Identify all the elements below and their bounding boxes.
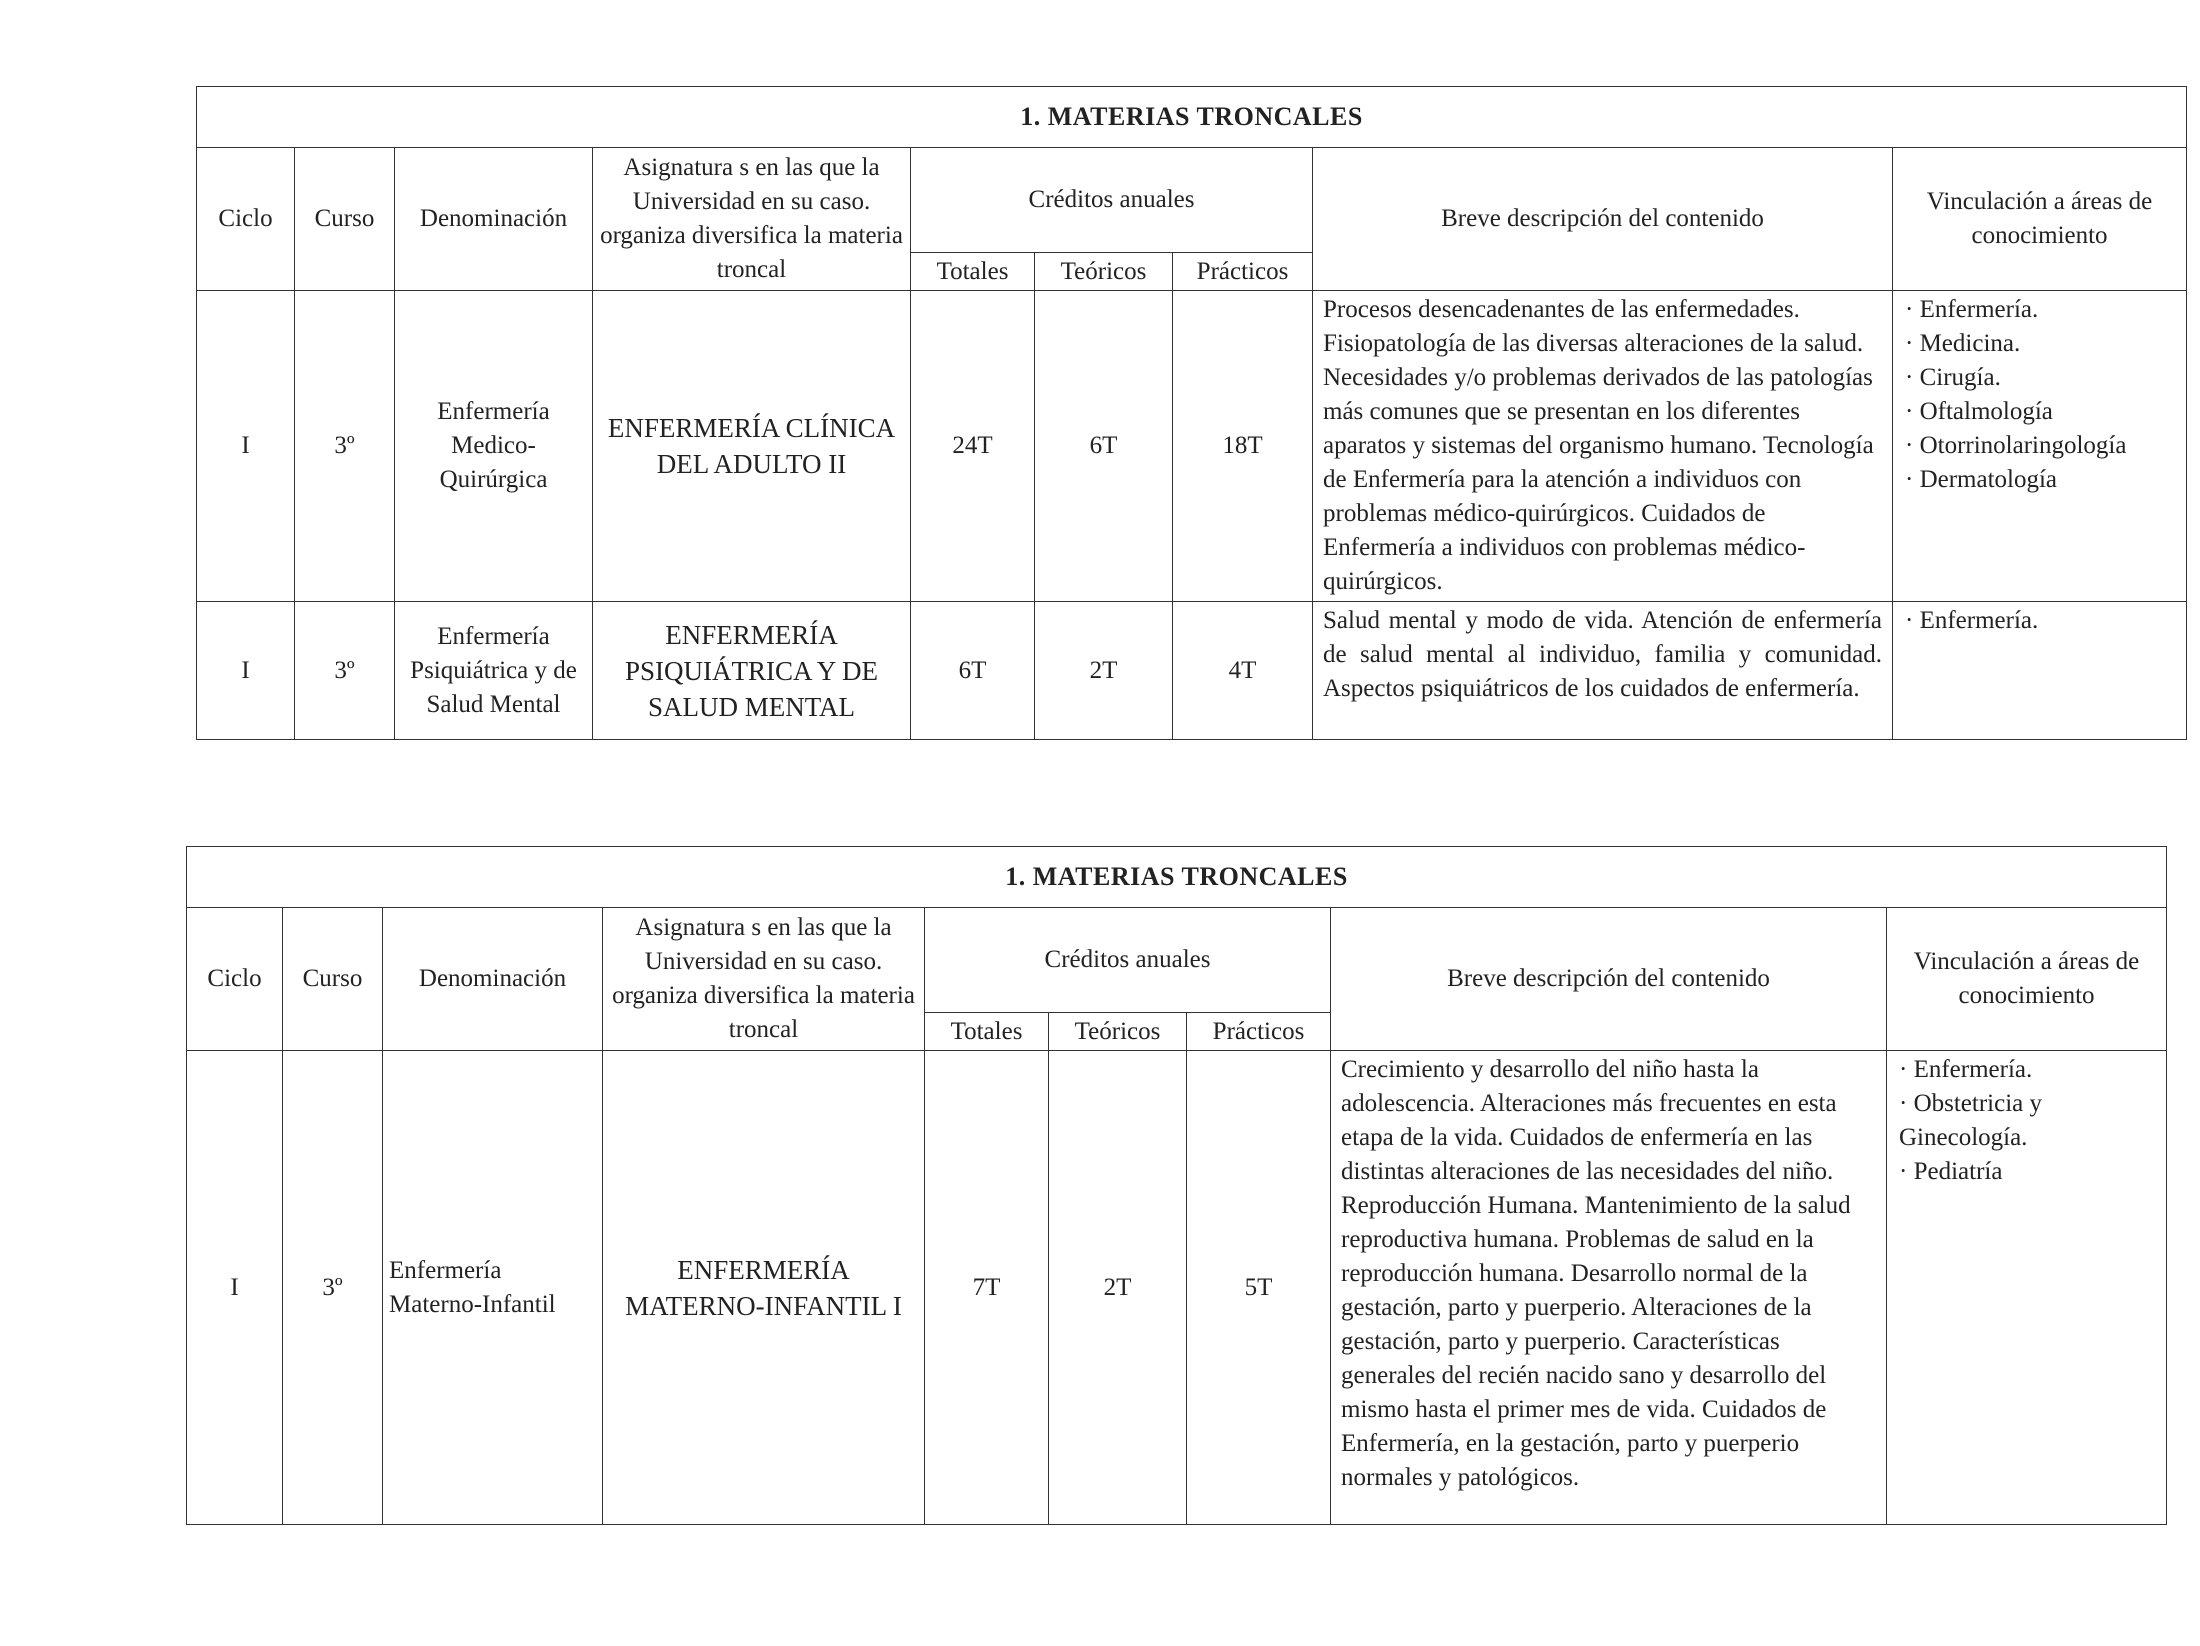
area-item: · Cirugía. <box>1905 364 2001 391</box>
area-item: · Otorrinolaringología <box>1905 432 2127 459</box>
header-ciclo: Ciclo <box>197 148 295 291</box>
area-item: · Obstetricia y Ginecología. <box>1899 1090 2043 1151</box>
area-item: · Pediatría <box>1899 1158 2003 1185</box>
cell-practicos: 5T <box>1187 1051 1331 1525</box>
area-item: · Enfermería. <box>1905 607 2039 634</box>
cell-denominacion: Enfermería Materno-Infantil <box>383 1051 603 1525</box>
header-descripcion: Breve descripción del contenido <box>1313 148 1893 291</box>
cell-asignatura: ENFERMERÍA PSIQUIÁTRICA Y DE SALUD MENTAL <box>593 602 911 740</box>
cell-descripcion: Crecimiento y desarrollo del niño hasta la adolescencia. Alteraciones más frecuentes en esta etapa de la vida. Cuidados de enfermería en las distintas alteraciones de las necesidades del niño. Reproducción Humana. Mantenimiento de la salud reproductiva humana. Problemas de salud en la reproducción humana. Desarrollo normal de la gestación, parto y puerperio. Alteraciones de la gestación, parto y puerperio. Características generales del recién nacido sano y desarrollo del mismo hasta el primer mes de vida. Cuidados de Enfermería, en la gestación, parto y puerperio normales y patológicos. <box>1331 1051 1887 1525</box>
header-asignatura: Asignatura s en las que la Universidad en su caso. organiza diversifica la materia troncal <box>603 908 925 1051</box>
cell-ciclo: I <box>197 291 295 602</box>
cell-asignatura: ENFERMERÍA CLÍNICA DEL ADULTO II <box>593 291 911 602</box>
header-denominacion: Denominación <box>395 148 593 291</box>
cell-vinculacion <box>1893 602 2187 740</box>
header-ciclo: Ciclo <box>187 908 283 1051</box>
area-item: · Oftalmología <box>1905 398 2053 425</box>
cell-curso: 3º <box>295 291 395 602</box>
cell-curso: 3º <box>283 1051 383 1525</box>
header-asignatura: Asignatura s en las que la Universidad en su caso. organiza diversifica la materia troncal <box>593 148 911 291</box>
table-row <box>197 602 2187 740</box>
cell-totales: 7T <box>925 1051 1049 1525</box>
materias-troncales-table-1 <box>196 86 2187 740</box>
cell-practicos: 4T <box>1173 602 1313 740</box>
header-totales: Totales <box>911 253 1035 291</box>
cell-ciclo: I <box>187 1051 283 1525</box>
table-title: 1. MATERIAS TRONCALES <box>187 847 2167 908</box>
header-practicos: Prácticos <box>1173 253 1313 291</box>
cell-teoricos: 2T <box>1049 1051 1187 1525</box>
cell-ciclo: I <box>197 602 295 740</box>
header-totales: Totales <box>925 1013 1049 1051</box>
header-vinculacion: Vinculación a áreas de conocimiento <box>1893 148 2187 291</box>
header-descripcion: Breve descripción del contenido <box>1331 908 1887 1051</box>
area-item: · Enfermería. <box>1905 296 2039 323</box>
area-item: · Dermatología <box>1905 466 2058 493</box>
header-denominacion: Denominación <box>383 908 603 1051</box>
table-title: 1. MATERIAS TRONCALES <box>197 87 2187 148</box>
header-creditos: Créditos anuales <box>925 908 1331 1013</box>
cell-asignatura: ENFERMERÍA MATERNO-INFANTIL I <box>603 1051 925 1525</box>
cell-practicos: 18T <box>1173 291 1313 602</box>
cell-descripcion: Salud mental y modo de vida. Atención de enfermería de salud mental al individuo, familia y comunidad. Aspectos psiquiátricos de los cuidados de enfermería. <box>1313 602 1893 740</box>
cell-vinculacion <box>1893 291 2187 602</box>
area-item: · Medicina. <box>1905 330 2021 357</box>
header-vinculacion: Vinculación a áreas de conocimiento <box>1887 908 2167 1051</box>
header-teoricos: Teóricos <box>1049 1013 1187 1051</box>
header-creditos: Créditos anuales <box>911 148 1313 253</box>
cell-denominacion: Enfermería Medico-Quirúrgica <box>395 291 593 602</box>
cell-descripcion: Procesos desencadenantes de las enfermedades. Fisiopatología de las diversas alteraciones de la salud. Necesidades y/o problemas derivados de las patologías más comunes que se presentan en los diferentes aparatos y sistemas del organismo humano. Tecnología de Enfermería para la atención a individuos con problemas médico-quirúrgicos. Cuidados de Enfermería a individuos con problemas médico-quirúrgicos. <box>1313 291 1893 602</box>
table-row <box>187 1051 2167 1525</box>
materias-troncales-table-2 <box>186 846 2167 1525</box>
cell-teoricos: 6T <box>1035 291 1173 602</box>
table-row <box>197 291 2187 602</box>
cell-denominacion: Enfermería Psiquiátrica y de Salud Mental <box>395 602 593 740</box>
cell-teoricos: 2T <box>1035 602 1173 740</box>
area-item: · Enfermería. <box>1899 1056 2033 1083</box>
cell-totales: 24T <box>911 291 1035 602</box>
cell-curso: 3º <box>295 602 395 740</box>
header-curso: Curso <box>283 908 383 1051</box>
cell-totales: 6T <box>911 602 1035 740</box>
cell-vinculacion <box>1887 1051 2167 1525</box>
header-teoricos: Teóricos <box>1035 253 1173 291</box>
header-practicos: Prácticos <box>1187 1013 1331 1051</box>
header-curso: Curso <box>295 148 395 291</box>
